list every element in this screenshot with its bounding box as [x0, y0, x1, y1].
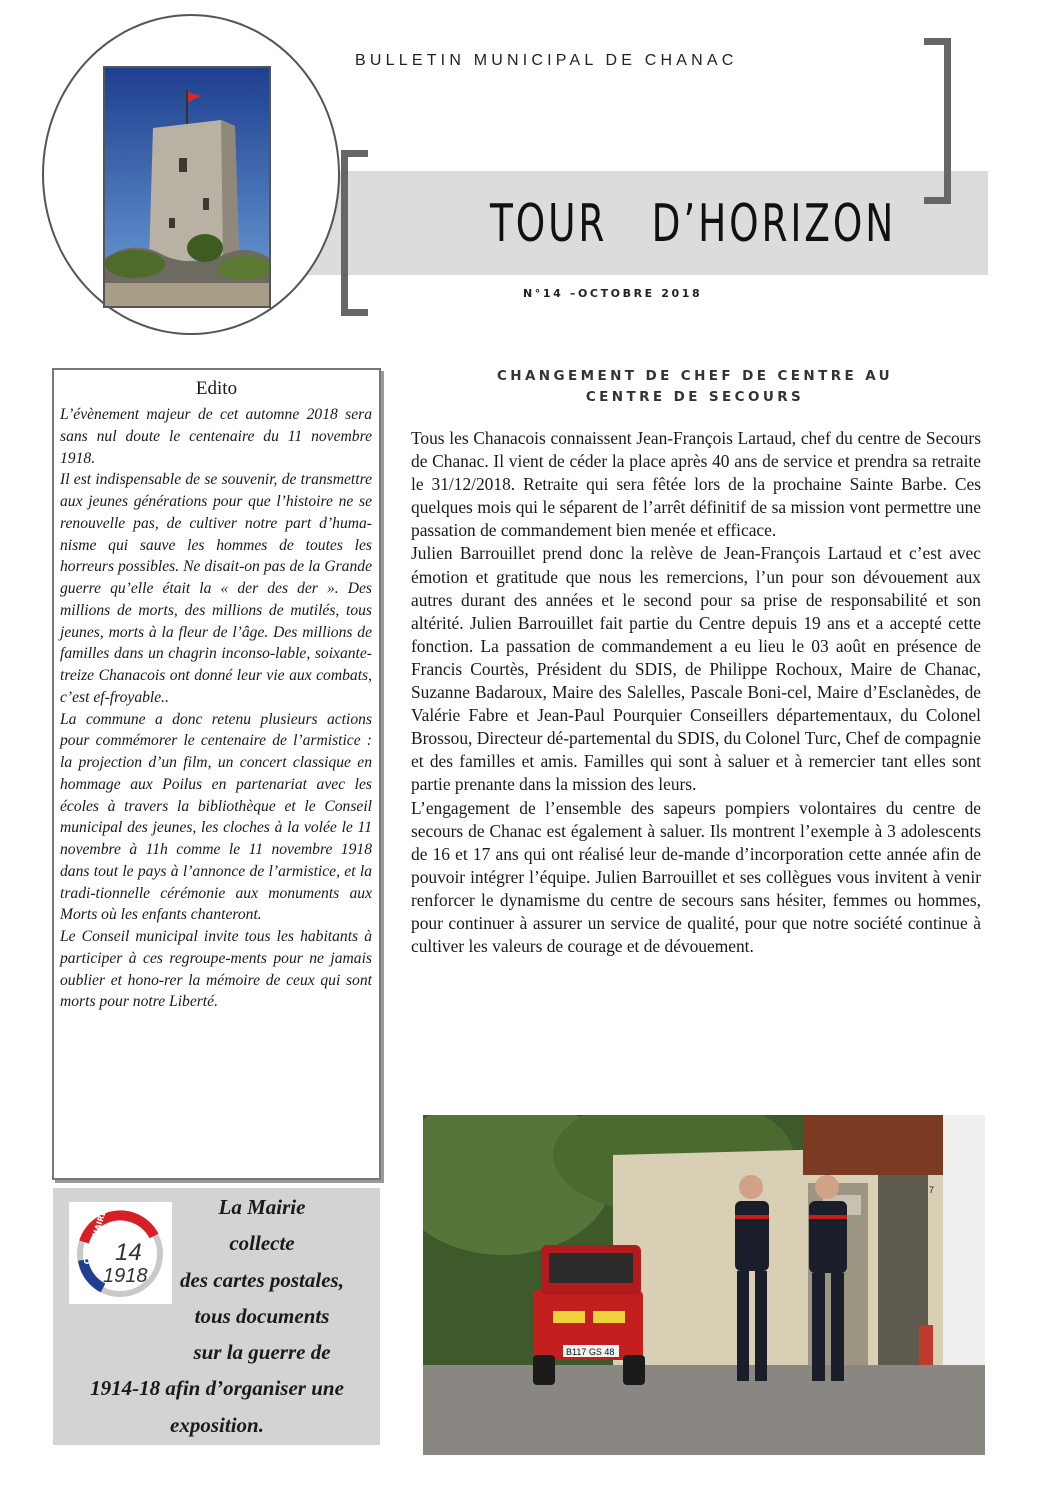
article-title-line: CENTRE DE SECOURS: [585, 389, 805, 405]
bulletin-title: BULLETIN MUNICIPAL DE CHANAC: [355, 52, 738, 69]
bracket-left-decoration: [341, 150, 368, 316]
edito-paragraph: Il est indispensable de se souvenir, de transmettre aux jeunes générations pour que l’histoire ne se renouvelle pas, de cultiver notre part d’huma-nisme qui sauve les hommes de toutes les horreurs possibles. Ne disait-on pas de la Grande guerre qu’elle était la « der des der ». Des millions de morts, des millions de mutilés, tous jeunes, morts à la fleur de l’âge. Des millions de familles dans un chagrin inconso-lable, soixante-treize Chanacois ont donné leur vie aux combats, c’est ef-froyable..: [60, 471, 372, 706]
bracket-right-decoration: [924, 38, 951, 204]
article-body: [411, 427, 981, 958]
edito-box: [52, 368, 381, 1180]
article-paragraph: Tous les Chanacois connaissent Jean-François Lartaud, chef du centre de Secours de Chanac. Il vient de céder la place après 40 ans de service et prendra sa retraite le 31/12/2018. Retraite qui sera fêtée lors de la prochaine Sainte Barbe. Ces quelques mois qui le séparent de l’arrêt définitif de sa mission vont permettre une passation de commandement bien menée et efficace.: [411, 428, 981, 541]
license-plate: B117 GS 48: [566, 1347, 615, 1357]
edito-paragraph: Le Conseil municipal invite tous les habitants à participer à ces regroupe-ments pour ne jamais oublier et hono-rer la mémoire de ceux qui sont morts pour notre Liberté.: [60, 928, 372, 1011]
issue-number: N°14 –OCTOBRE 2018: [523, 287, 703, 300]
fire-station-photo: [423, 1115, 985, 1455]
mairie-line: tous documents: [194, 1303, 330, 1328]
article-paragraph: Julien Barrouillet prend donc la relève de Jean-François Lartaud et c’est avec émotion et gratitude que nous les remercions, l’un pour son dévouement aux autres durant des années et le second pour sa prise de responsabilité et son altérité. Julien Barrouillet fait partie du Centre depuis 19 ans et a accepté cette fonction. La passation de commandement a eu lieu le 03 août en présence de Francis Courtès, Président du SDIS, de Philippe Rochoux, Maire de Chanac, Suzanne Badaroux, Maire des Salelles, Pascale Boni-cel, Maire d’Esclanèdes, de Valérie Fabre et Jean-Paul Pourquier Conseillers départementaux, du Colonel Brossou, Directeur dé-partemental du SDIS, du Colonel Turc, Chef de compagnie et des familles et amis. Familles qui sont à saluer et à remercier tant elles sont partie prenante dans la mission des leurs.: [411, 543, 981, 795]
tower-illustration: [105, 68, 269, 306]
edito-paragraph: L’évènement majeur de cet automne 2018 sera sans nul doute le centenaire du 11 novembre 1918.: [60, 406, 372, 467]
mairie-line: 1914-18 afin d’organiser une: [90, 1376, 344, 1401]
main-title: TOUR D’HORIZON: [490, 194, 897, 254]
mairie-text: [57, 1189, 377, 1443]
edito-body: [54, 404, 379, 1013]
centenaire-year-1918: 1918: [103, 1265, 148, 1287]
edito-paragraph: La commune a donc retenu plusieurs actions pour commémorer le centenaire de l’armistice : la projection d’un film, un concert classique en hommage aux Poilus en partenariat avec les écoles à travers la bibliothèque et le Conseil municipal des jeunes, les cloches à la volée le 11 novembre à 11h comme le 11 novembre 1918 dans tout le pays à l’annonce de l’armistice, et la tradi-tionnelle cérémonie aux monuments aux Morts où les enfants chanteront.: [60, 710, 372, 924]
centenaire-year-14: 14: [115, 1239, 142, 1266]
article-title-line: CHANGEMENT DE CHEF DE CENTRE AU: [496, 368, 894, 384]
mairie-line: collecte: [229, 1231, 295, 1256]
edito-heading: Edito: [195, 378, 238, 399]
door-number: 7: [929, 1185, 935, 1195]
mairie-line: exposition.: [170, 1412, 264, 1437]
article-paragraph: L’engagement de l’ensemble des sapeurs pompiers volontaires du centre de secours de Chanac est également à saluer. Ils montrent l’exemple à 3 adolescents de 16 et 17 ans qui ont réalisé leur de-mande d’incorporation cette année afin de pouvoir intégrer l’équipe. Julien Barrouillet et ses collègues vous invitent à venir renforcer le dynamisme du centre de secours sans hésiter, femmes ou hommes, pour continuer à assurer un service de qualité, pour que notre société continue à cultiver les valeurs de courage et de dévouement.: [411, 797, 981, 957]
article-title: [420, 366, 970, 408]
fire-station-illustration: [423, 1115, 985, 1455]
centenaire-ring-text: CENTENAIRE: [81, 1209, 108, 1266]
mairie-line: sur la guerre de: [193, 1340, 331, 1365]
mairie-line: des cartes postales,: [180, 1267, 344, 1292]
tower-photo: [103, 66, 271, 308]
mairie-line: La Mairie: [218, 1195, 306, 1219]
